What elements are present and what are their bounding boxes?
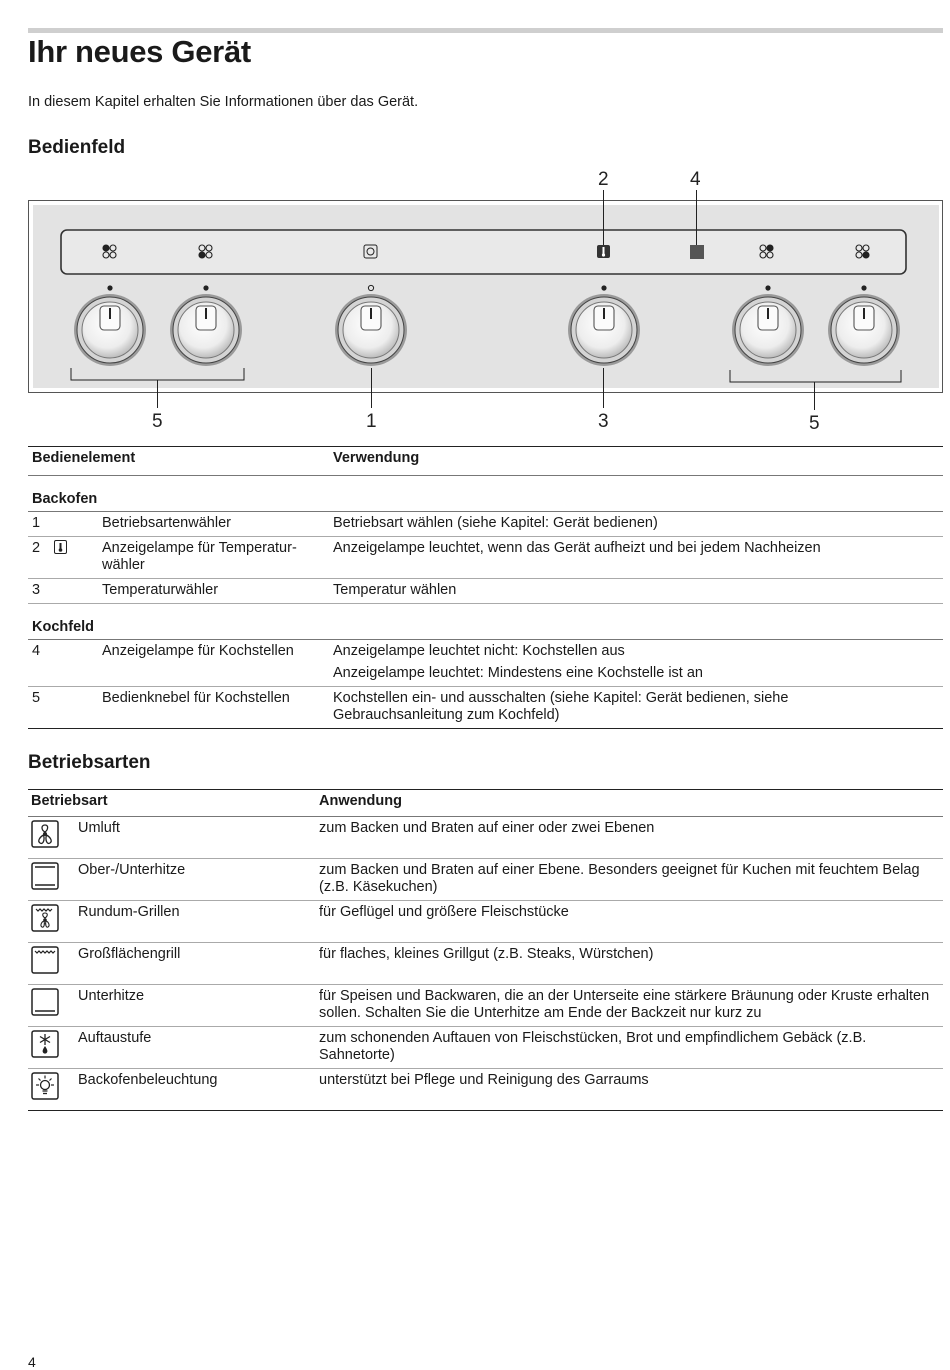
callout-4: 4 xyxy=(690,169,701,190)
oven-light-icon xyxy=(31,1072,59,1100)
hob-knob xyxy=(828,294,900,366)
table-row: Rundum-Grillen für Geflügel und größere Fleischstücke xyxy=(28,901,943,943)
callout-5-left: 5 xyxy=(152,411,163,432)
table-row: Ober-/Unterhitze zum Backen und Braten auf einer Ebene. Besonders geeignet für Kuchen mit feuchtem Belag (z.B. Käsekuchen) xyxy=(28,859,943,901)
intro-text: In diesem Kapitel erhalten Sie Informationen über das Gerät. xyxy=(28,94,419,110)
column-header: Bedienelement xyxy=(28,447,333,476)
large-grill-icon xyxy=(31,946,59,974)
bottom-heat-icon xyxy=(31,988,59,1016)
group-header: Kochfeld xyxy=(28,604,943,640)
table-row: Umluft zum Backen und Braten auf einer oder zwei Ebenen xyxy=(28,817,943,859)
table-row: Anzeigelampe leuchtet: Mindestens eine Kochstelle ist an xyxy=(28,662,943,687)
page-title: Ihr neues Gerät xyxy=(28,34,251,69)
table-row: 3 Temperaturwähler Temperatur wählen xyxy=(32,582,457,598)
callout-2: 2 xyxy=(598,169,609,190)
fan-icon xyxy=(31,820,59,848)
callout-5-right: 5 xyxy=(809,413,820,434)
controls-table xyxy=(28,446,943,729)
mode-selector-knob xyxy=(335,294,407,366)
top-bottom-heat-icon xyxy=(31,862,59,890)
column-header: Anwendung xyxy=(319,790,943,817)
section-heading-bedienfeld: Bedienfeld xyxy=(28,137,126,158)
hob-knob xyxy=(732,294,804,366)
table-row: 4 Anzeigelampe für Kochstellen Anzeigelampe leuchtet nicht: Kochstellen aus xyxy=(32,643,625,659)
thermometer-icon xyxy=(54,540,67,554)
callout-3: 3 xyxy=(598,411,609,432)
page-number: 4 xyxy=(28,1354,36,1370)
table-row: Unterhitze für Speisen und Backwaren, die an der Unterseite eine stärkere Bräunung oder Kruste erhalten sollen. Schalten Sie die Unterhitze am Ende der Backzeit nur kurz zu xyxy=(28,985,943,1027)
column-header: Betriebsart xyxy=(28,790,319,817)
table-row: Großflächengrill für flaches, kleines Grillgut (z.B. Steaks, Würstchen) xyxy=(28,943,943,985)
thermometer-icon xyxy=(597,245,610,258)
hob-knob xyxy=(74,294,146,366)
control-panel-diagram xyxy=(0,165,950,435)
operating-modes-table xyxy=(28,789,943,1111)
callout-1: 1 xyxy=(366,411,377,432)
hob-indicator-lamp xyxy=(690,245,704,259)
table-row: 5 Bedienknebel für Kochstellen Kochstellen ein- und ausschalten (siehe Kapitel: Gerät bedienen, siehe Gebrauchsanleitung zum Kochfeld) xyxy=(32,690,789,723)
table-row: Backofenbeleuchtung unterstützt bei Pflege und Reinigung des Garraums xyxy=(28,1069,943,1111)
table-row: 1 Betriebsartenwähler Betriebsart wählen (siehe Kapitel: Gerät bedienen) xyxy=(28,512,943,537)
hob-knob xyxy=(170,294,242,366)
defrost-icon xyxy=(31,1030,59,1058)
table-row: Auftaustufe zum schonenden Auftauen von Fleischstücken, Brot und empfindlichem Gebäck (z.B. Sahnetorte) xyxy=(28,1027,943,1069)
section-heading-betriebsarten: Betriebsarten xyxy=(28,752,151,773)
top-rule xyxy=(28,28,943,33)
column-header: Verwendung xyxy=(333,447,943,476)
table-row: 2 Anzeigelampe für Temperatur-wähler Anzeigelampe leuchtet, wenn das Gerät aufheizt und bei jedem Nachheizen xyxy=(28,537,943,579)
temperature-selector-knob xyxy=(568,294,640,366)
group-header: Backofen xyxy=(28,476,943,512)
rotisserie-grill-icon xyxy=(31,904,59,932)
